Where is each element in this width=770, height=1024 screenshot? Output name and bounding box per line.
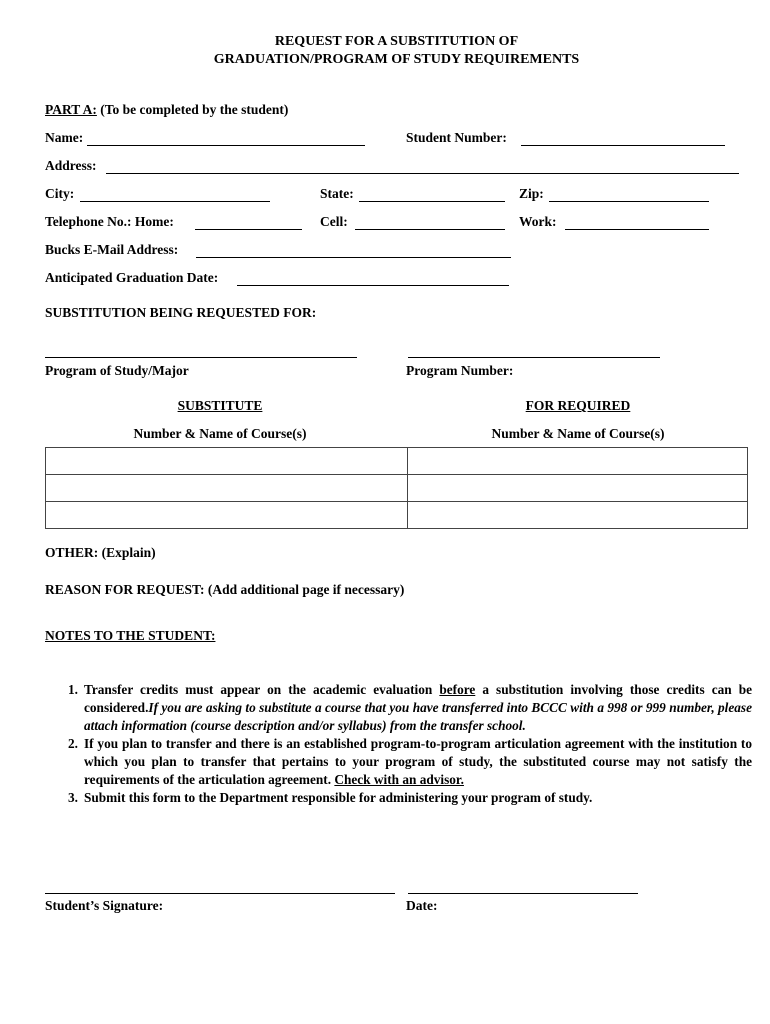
course-substitution-table [45,447,748,529]
city-label: City: [45,186,75,201]
graduation-date-label: Anticipated Graduation Date: [45,270,219,285]
note-italic-text: If you are asking to substitute a course that you have transferred into BCCC with a 998 or 999 number, please attach information (course description and/or syllabus) from the transfer school. [84,700,752,733]
cell-field[interactable] [355,229,505,230]
notes-heading: NOTES TO THE STUDENT: [45,628,216,643]
student-number-label: Student Number: [406,130,507,145]
telephone-home-label: Telephone No.: Home: [45,214,174,229]
email-field[interactable] [196,257,511,258]
for-required-subheading: Number & Name of Course(s) [491,426,665,441]
name-label: Name: [45,130,84,145]
part-a-heading-row [45,102,288,118]
city-field[interactable] [80,201,270,202]
zip-label: Zip: [519,186,544,201]
program-number-label: Program Number: [406,363,514,378]
form-title-line-2: GRADUATION/PROGRAM OF STUDY REQUIREMENTS [213,52,580,67]
student-signature-label: Student’s Signature: [45,898,164,913]
note-emphasis: Check with an advisor. [334,772,464,787]
for-required-heading: FOR REQUIRED [525,398,631,413]
date-field[interactable] [408,893,638,894]
state-label: State: [320,186,354,201]
part-a-heading: PART A: [45,102,97,117]
notes-list [64,681,752,807]
note-item [64,735,752,789]
table-row [46,502,748,529]
reason-for-request-label: REASON FOR REQUEST: (Add additional page if necessary) [45,582,405,597]
substitution-heading: SUBSTITUTION BEING REQUESTED FOR: [45,305,317,320]
required-course-cell[interactable] [408,448,748,475]
note-text: Transfer credits must appear on the academic evaluation [84,682,440,697]
program-of-study-field[interactable] [45,357,357,358]
part-a-note: (To be completed by the student) [100,102,289,117]
program-of-study-label: Program of Study/Major [45,363,189,378]
note-number: 1. [68,682,78,697]
state-field[interactable] [359,201,505,202]
zip-field[interactable] [549,201,709,202]
note-text: a substitution involving those credits can be considered. [84,682,752,715]
substitute-heading: SUBSTITUTE [177,398,263,413]
email-label: Bucks E-Mail Address: [45,242,179,257]
substitute-course-cell[interactable] [46,502,408,529]
note-emphasis: before [439,682,476,697]
work-label: Work: [519,214,557,229]
required-course-cell[interactable] [408,502,748,529]
student-number-field[interactable] [521,145,725,146]
work-field[interactable] [565,229,709,230]
name-field[interactable] [87,145,365,146]
substitute-course-cell[interactable] [46,448,408,475]
telephone-home-field[interactable] [195,229,302,230]
graduation-date-field[interactable] [237,285,509,286]
note-number: 3. [68,790,78,805]
table-row [46,475,748,502]
note-text: If you plan to transfer and there is an established program-to-program articulation agreement with the institution to which you plan to transfer that pertains to your program of study, the substituted course may not satisfy the requirements of the articulation agreement. [84,736,752,787]
note-item [64,789,752,807]
cell-label: Cell: [320,214,348,229]
substitute-subheading: Number & Name of Course(s) [133,426,307,441]
note-item [64,681,752,735]
student-signature-field[interactable] [45,893,395,894]
note-number: 2. [68,736,78,751]
table-row [46,448,748,475]
substitute-course-cell[interactable] [46,475,408,502]
address-field[interactable] [106,173,739,174]
required-course-cell[interactable] [408,475,748,502]
address-label: Address: [45,158,97,173]
other-explain-label: OTHER: (Explain) [45,545,156,560]
form-title-line-1: REQUEST FOR A SUBSTITUTION OF [274,34,519,49]
program-number-field[interactable] [408,357,660,358]
note-text: Submit this form to the Department responsible for administering your program of study. [84,790,593,805]
date-label: Date: [406,898,438,913]
